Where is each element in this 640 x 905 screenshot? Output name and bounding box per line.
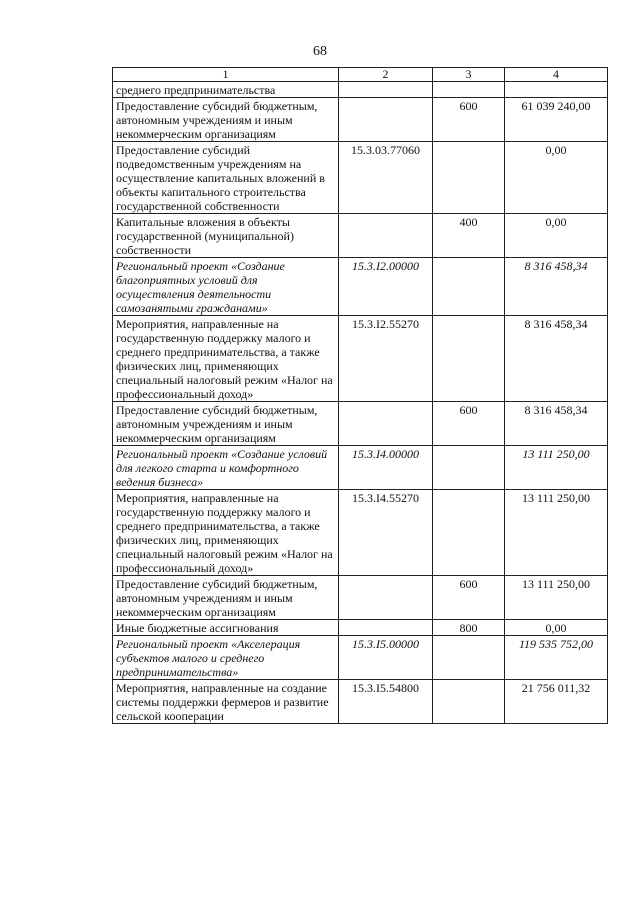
row-name: Предоставление субсидий бюджетным, автономным учреждениям и иным некоммерческим организациям (113, 402, 339, 446)
row-expense-type (433, 258, 505, 316)
table-row (113, 98, 608, 142)
table-row (113, 576, 608, 620)
row-code (339, 620, 433, 636)
table-row (113, 214, 608, 258)
row-expense-type: 600 (433, 576, 505, 620)
row-name: Региональный проект «Акселерация субъектов малого и среднего предпринимательства» (113, 636, 339, 680)
row-amount: 0,00 (505, 142, 608, 214)
row-expense-type: 600 (433, 402, 505, 446)
row-expense-type (433, 446, 505, 490)
row-code: 15.3.I5.54800 (339, 680, 433, 724)
row-code: 15.3.I4.00000 (339, 446, 433, 490)
row-amount: 119 535 752,00 (505, 636, 608, 680)
row-name: Предоставление субсидий бюджетным, автономным учреждениям и иным некоммерческим организациям (113, 576, 339, 620)
row-code (339, 98, 433, 142)
row-name: Региональный проект «Создание условий для легкого старта и комфортного ведения бизнеса» (113, 446, 339, 490)
row-code: 15.3.I5.00000 (339, 636, 433, 680)
budget-table (112, 67, 608, 724)
row-expense-type (433, 490, 505, 576)
row-code (339, 82, 433, 98)
row-expense-type (433, 142, 505, 214)
table-row (113, 620, 608, 636)
project-row (113, 636, 608, 680)
row-name: Предоставление субсидий бюджетным, автономным учреждениям и иным некоммерческим организациям (113, 98, 339, 142)
row-expense-type (433, 82, 505, 98)
row-expense-type: 800 (433, 620, 505, 636)
row-code: 15.3.03.77060 (339, 142, 433, 214)
row-code: 15.3.I2.55270 (339, 316, 433, 402)
row-name: Мероприятия, направленные на государственную поддержку малого и среднего предпринимательства, а также физических лиц, применяющих специальный налоговый режим «Налог на профессиональный доход» (113, 316, 339, 402)
row-amount: 21 756 011,32 (505, 680, 608, 724)
column-header-4: 4 (505, 68, 608, 82)
row-expense-type: 400 (433, 214, 505, 258)
row-name: Мероприятия, направленные на создание системы поддержки фермеров и развитие сельской кооперации (113, 680, 339, 724)
row-amount: 13 111 250,00 (505, 490, 608, 576)
table-row (113, 680, 608, 724)
row-name: Предоставление субсидий подведомственным учреждениям на осуществление капитальных вложений в объекты капитального строительства государственной собственности (113, 142, 339, 214)
row-expense-type (433, 636, 505, 680)
column-header-3: 3 (433, 68, 505, 82)
row-name: Региональный проект «Создание благоприятных условий для осуществления деятельности самозанятыми гражданами» (113, 258, 339, 316)
row-amount: 8 316 458,34 (505, 402, 608, 446)
table-row (113, 316, 608, 402)
table-row (113, 142, 608, 214)
table-row (113, 490, 608, 576)
project-row (113, 258, 608, 316)
row-amount: 13 111 250,00 (505, 446, 608, 490)
row-name: Иные бюджетные ассигнования (113, 620, 339, 636)
row-expense-type (433, 680, 505, 724)
row-amount: 8 316 458,34 (505, 316, 608, 402)
row-amount: 0,00 (505, 620, 608, 636)
row-amount: 61 039 240,00 (505, 98, 608, 142)
row-amount (505, 82, 608, 98)
header-row (113, 68, 608, 82)
row-code (339, 576, 433, 620)
column-header-2: 2 (339, 68, 433, 82)
row-amount: 13 111 250,00 (505, 576, 608, 620)
row-expense-type (433, 316, 505, 402)
table-row (113, 402, 608, 446)
row-code: 15.3.I2.00000 (339, 258, 433, 316)
row-code: 15.3.I4.55270 (339, 490, 433, 576)
row-name: Капитальные вложения в объекты государственной (муниципальной) собственности (113, 214, 339, 258)
table-row (113, 82, 608, 98)
row-code (339, 402, 433, 446)
row-code (339, 214, 433, 258)
row-amount: 0,00 (505, 214, 608, 258)
column-header-1: 1 (113, 68, 339, 82)
project-row (113, 446, 608, 490)
row-expense-type: 600 (433, 98, 505, 142)
row-amount: 8 316 458,34 (505, 258, 608, 316)
row-name: среднего предпринимательства (113, 82, 339, 98)
row-name: Мероприятия, направленные на государственную поддержку малого и среднего предпринимательства, а также физических лиц, применяющих специальный налоговый режим «Налог на профессиональный доход» (113, 490, 339, 576)
page-number: 68 (313, 44, 327, 59)
